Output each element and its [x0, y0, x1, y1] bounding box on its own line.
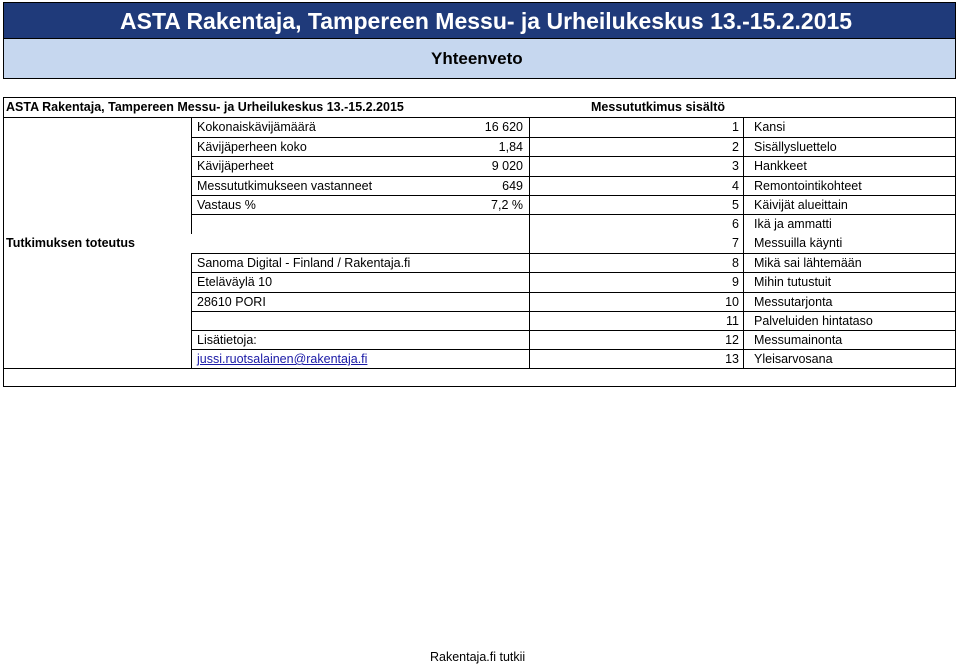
execution-heading: Tutkimuksen toteutus — [6, 236, 135, 250]
table-row — [3, 215, 956, 234]
event-label: ASTA Rakentaja, Tampereen Messu- ja Urheilukeskus 13.-15.2.2015 — [6, 100, 404, 114]
page-title: ASTA Rakentaja, Tampereen Messu- ja Urheilukeskus 13.-15.2.2015 — [120, 8, 853, 34]
contents-number: 10 — [529, 293, 743, 312]
contents-item: Messumainonta — [743, 331, 956, 350]
contents-number: 9 — [529, 273, 743, 292]
title-band — [3, 2, 956, 39]
table-row — [3, 273, 956, 292]
contents-number: 4 — [529, 177, 743, 196]
stat-value: 7,2 % — [491, 198, 523, 212]
contents-number: 3 — [529, 157, 743, 176]
table-row — [3, 196, 956, 215]
stat-label: Vastaus % — [191, 196, 529, 215]
table-row — [3, 177, 956, 196]
contents-number: 2 — [529, 138, 743, 157]
contents-number: 8 — [529, 254, 743, 273]
contents-item: Mikä sai lähtemään — [743, 254, 956, 273]
page-subtitle: Yhteenveto — [431, 49, 523, 68]
contents-item: Messuilla käynti — [743, 234, 956, 253]
table-row — [3, 118, 956, 137]
contents-item: Käivijät alueittain — [743, 196, 956, 215]
contents-item: Ikä ja ammatti — [743, 215, 956, 234]
stat-value: 1,84 — [498, 140, 523, 154]
contact-email-link[interactable]: jussi.ruotsalainen@rakentaja.fi — [197, 352, 368, 366]
stat-label: Kävijäperheet — [191, 157, 529, 176]
execution-line: Eteläväylä 10 — [191, 273, 529, 292]
contents-heading: Messututkimus sisältö — [591, 100, 726, 114]
contents-item: Kansi — [743, 118, 956, 137]
stat-value: 649 — [502, 179, 523, 193]
contents-number: 11 — [529, 312, 743, 331]
contents-number: 5 — [529, 196, 743, 215]
subtitle-band — [3, 39, 956, 79]
table-row — [3, 312, 956, 331]
stat-value: 9 020 — [491, 159, 523, 173]
execution-line — [191, 312, 529, 331]
table-row — [3, 138, 956, 157]
contents-number: 13 — [529, 350, 743, 369]
contents-number: 1 — [529, 118, 743, 137]
execution-line: Lisätietoja: — [191, 331, 529, 350]
contents-item: Palveluiden hintataso — [743, 312, 956, 331]
table-row — [3, 331, 956, 350]
contents-item: Sisällysluettelo — [743, 138, 956, 157]
stat-label: Kokonaiskävijämäärä — [191, 118, 529, 137]
contents-item: Yleisarvosana — [743, 350, 956, 369]
contents-number: 7 — [529, 234, 743, 253]
execution-line: Sanoma Digital - Finland / Rakentaja.fi — [191, 254, 529, 273]
table-header-row — [3, 98, 956, 117]
table-row — [3, 234, 956, 253]
contents-item: Hankkeet — [743, 157, 956, 176]
table-row — [3, 350, 956, 369]
stat-label: Kävijäperheen koko — [191, 138, 529, 157]
contents-item: Remontointikohteet — [743, 177, 956, 196]
execution-line: 28610 PORI — [191, 293, 529, 312]
stat-value: 16 620 — [484, 120, 523, 134]
contents-item: Mihin tutustuit — [743, 273, 956, 292]
stat-label: Messututkimukseen vastanneet — [191, 177, 529, 196]
table-row — [3, 157, 956, 176]
table-row — [3, 293, 956, 312]
contents-number: 12 — [529, 331, 743, 350]
footer-text: Rakentaja.fi tutkii — [430, 650, 526, 664]
contents-number: 6 — [529, 215, 743, 234]
table-row — [3, 254, 956, 273]
contents-item: Messutarjonta — [743, 293, 956, 312]
